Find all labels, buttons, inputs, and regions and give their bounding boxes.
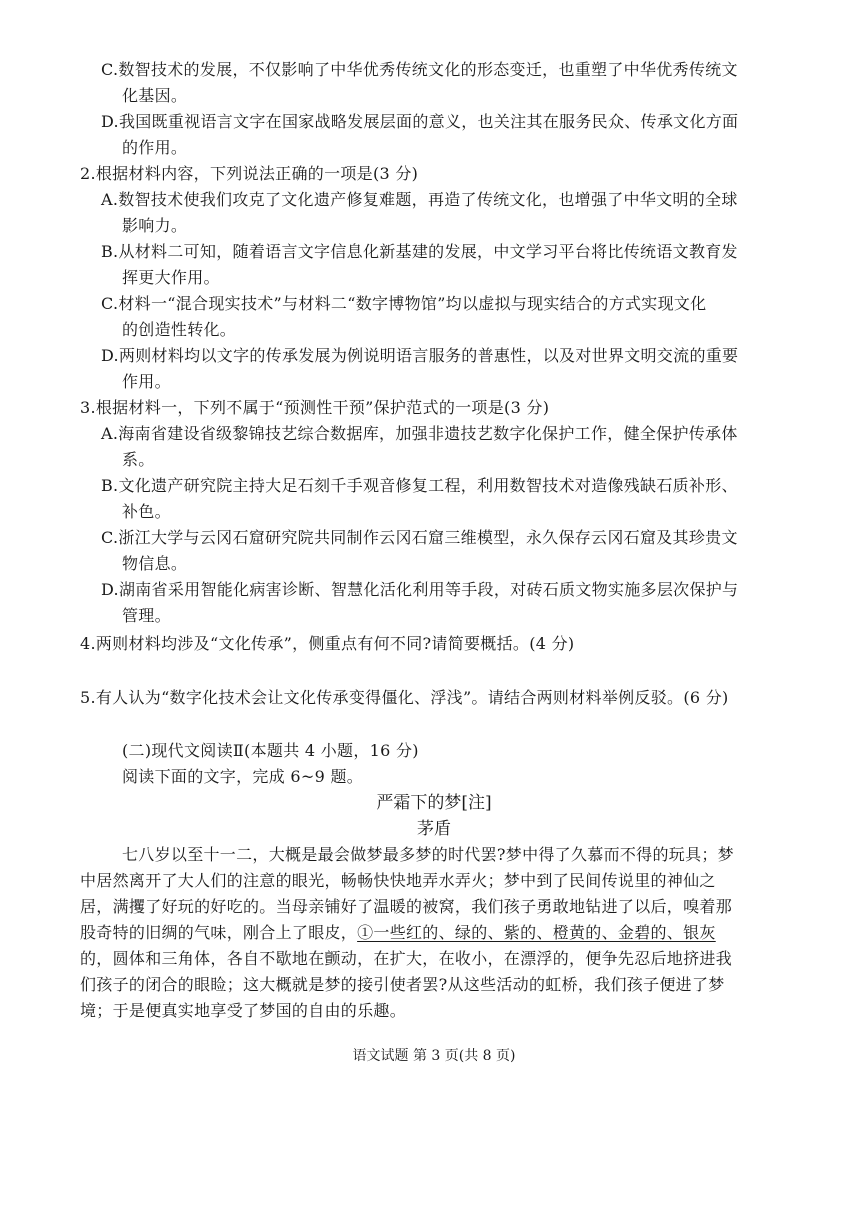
article-title: 严霜下的梦[注]	[376, 793, 492, 813]
q3-option-a-line1: A.海南省建设省级黎锦技艺综合数据库，加强非遗技艺数字化保护工作，健全保护传承体	[101, 424, 738, 443]
q3-option-b-line1: B.文化遗产研究院主持大足石刻千手观音修复工程，利用数智技术对造像残缺石质补形、	[101, 476, 738, 495]
q2-option-a-line2: 影响力。	[122, 216, 188, 235]
q2-option-b-line2: 挥更大作用。	[122, 268, 220, 287]
underlined-sentence: ①一些红的、绿的、紫的、橙黄的、金碧的、银灰	[357, 923, 716, 942]
q3-option-a-line2: 系。	[122, 450, 155, 469]
q3-option-c-line1: C.浙江大学与云冈石窟研究院共同制作云冈石窟三维模型，永久保存云冈石窟及其珍贵文	[101, 528, 738, 547]
q1-option-c-line1: C.数智技术的发展，不仅影响了中华优秀传统文化的形态变迁，也重塑了中华优秀传统文	[101, 60, 738, 79]
q5-stem: 5.有人认为“数字化技术会让文化传承变得僵化、浮浅”。请结合两则材料举例反驳。(6 分)	[80, 688, 729, 707]
paragraph-line: 们孩子的闭合的眼睑；这大概就是梦的接引使者罢?从这些活动的虹桥，我们孩子便进了梦	[80, 975, 725, 994]
q1-option-d-line1: D.我国既重视语言文字在国家战略发展层面的意义，也关注其在服务民众、传承文化方面	[101, 112, 739, 131]
paragraph-line: 境；于是便真实地享受了梦国的自由的乐趣。	[80, 1001, 407, 1020]
q3-stem: 3.根据材料一，下列不属于“预测性干预”保护范式的一项是(3 分)	[80, 398, 550, 417]
q4-stem: 4.两则材料均涉及“文化传承”，侧重点有何不同?请简要概括。(4 分)	[80, 634, 575, 653]
q3-option-b-line2: 补色。	[122, 502, 171, 521]
page-footer: 语文试题 第 3 页(共 8 页)	[352, 1048, 516, 1064]
q2-option-b-line1: B.从材料二可知，随着语言文字信息化新基建的发展，中文学习平台将比传统语文教育发	[101, 242, 738, 261]
paragraph-line: 七八岁以至十一二，大概是最会做梦最多梦的时代罢?梦中得了久慕而不得的玩具；梦	[122, 845, 734, 864]
q2-stem: 2.根据材料内容，下列说法正确的一项是(3 分)	[80, 164, 419, 183]
q3-option-d-line1: D.湖南省采用智能化病害诊断、智慧化活化利用等手段，对砖石质文物实施多层次保护与	[101, 580, 739, 599]
q1-option-d-line2: 的作用。	[122, 138, 188, 157]
q3-option-d-line2: 管理。	[122, 606, 171, 625]
article-author: 茅盾	[417, 819, 451, 839]
q1-option-c-line2: 化基因。	[122, 86, 188, 105]
q2-option-a-line1: A.数智技术使我们攻克了文化遗产修复难题，再造了传统文化，也增强了中华文明的全球	[101, 190, 738, 209]
section2-instruction: 阅读下面的文字，完成 6~9 题。	[122, 767, 364, 786]
q2-option-c-line1: C.材料一“混合现实技术”与材料二“数字博物馆”均以虚拟与现实结合的方式实现文化	[101, 294, 707, 313]
paragraph-line: 中居然离开了大人们的注意的眼光，畅畅快快地弄水弄火；梦中到了民间传说里的神仙之	[80, 871, 716, 890]
paragraph-line: 的，圆体和三角体，各自不歇地在颤动，在扩大，在收小，在漂浮的，便争先忍后地挤进我	[80, 949, 733, 968]
q2-option-c-line2: 的创造性转化。	[122, 320, 237, 339]
paragraph-line	[80, 923, 716, 943]
section2-heading: (二)现代文阅读Ⅱ(本题共 4 小题，16 分)	[122, 741, 419, 760]
paragraph-line: 居，满攫了好玩的好吃的。当母亲铺好了温暖的被窝，我们孩子勇敢地钻进了以后，嗅着那	[80, 897, 733, 916]
paragraph-text: 股奇特的旧绸的气味，刚合上了眼皮，	[80, 923, 358, 942]
q2-option-d-line1: D.两则材料均以文字的传承发展为例说明语言服务的普惠性，以及对世界文明交流的重要	[101, 346, 739, 365]
q3-option-c-line2: 物信息。	[122, 554, 188, 573]
q2-option-d-line2: 作用。	[122, 372, 171, 391]
